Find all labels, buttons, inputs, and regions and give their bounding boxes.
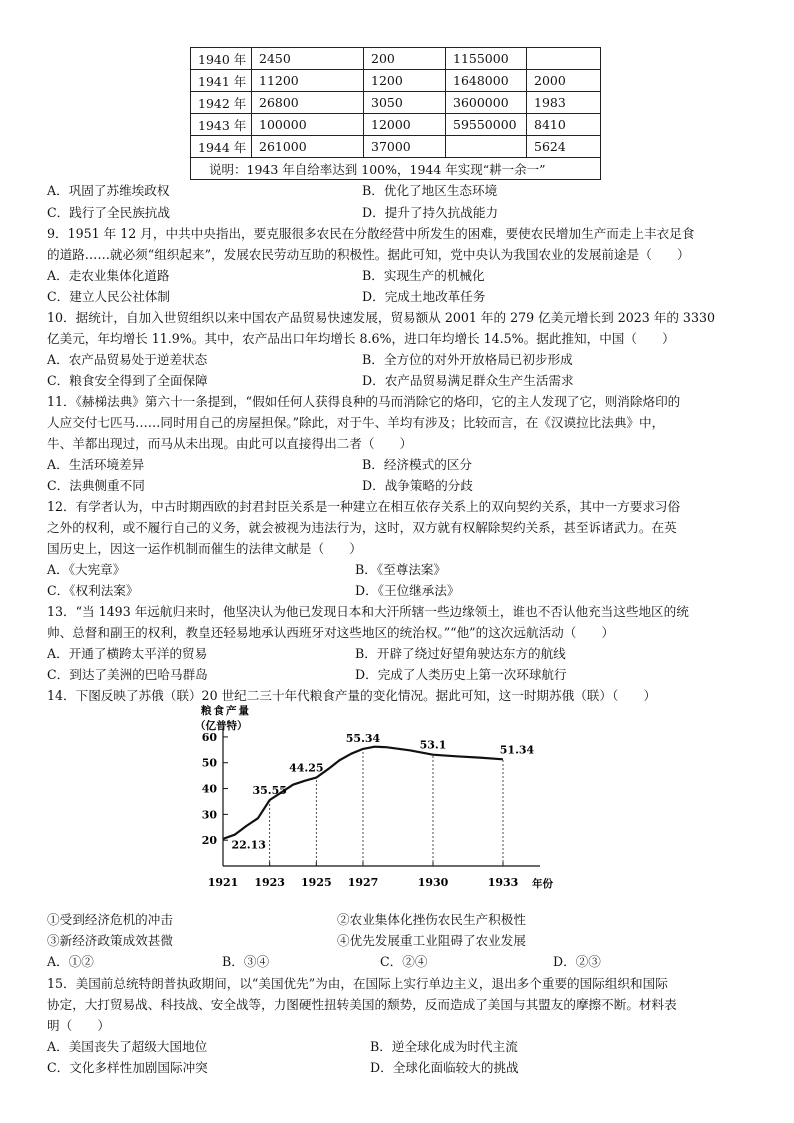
q14-item-1: ①受到经济危机的冲击 bbox=[47, 912, 173, 927]
table-note-row bbox=[191, 158, 601, 180]
q12-option-c: C．《权利法案》 bbox=[47, 583, 139, 598]
table-note: 说明：1943 年自给率达到 100%，1944 年实现“耕一余一” bbox=[191, 158, 601, 180]
x-tick-label: 1933 bbox=[487, 876, 519, 889]
q12-stem-line: 12．有学者认为，中古时期西欧的封君封臣关系是一种建立在相互依存关系上的双向契约关系，其中一方要求习俗 bbox=[47, 499, 681, 514]
q10-option-a: A．农产品贸易处于逆差状态 bbox=[47, 352, 208, 367]
q9-option-d: D．完成土地改革任务 bbox=[362, 289, 486, 304]
x-tick-label: 1921 bbox=[207, 876, 239, 889]
q13-option-c: C．到达了美洲的巴哈马群岛 bbox=[47, 667, 208, 682]
q14-option-b: B．③④ bbox=[222, 954, 270, 969]
table-row: 1940 年 2450 200 1155000 bbox=[191, 48, 601, 70]
q14-option-d: D．②③ bbox=[553, 954, 601, 969]
y-tick-label: 30 bbox=[201, 808, 217, 822]
q14-item-3: ③新经济政策成效甚微 bbox=[47, 933, 173, 948]
q9-option-a: A．走农业集体化道路 bbox=[47, 268, 170, 283]
y-tick-label: 50 bbox=[201, 756, 217, 770]
q12-option-a: A．《大宪章》 bbox=[47, 562, 126, 577]
q11-stem-line: 牛、羊都出现过，而马从未出现。由此可以直接得出二者（ ） bbox=[47, 436, 413, 451]
q15-stem-line: 15．美国前总统特朗普执政期间，以“美国优先”为由，在国际上实行单边主义，退出多个重要的国际组织和国际 bbox=[47, 976, 668, 991]
q9-option-c: C．建立人民公社体制 bbox=[47, 289, 170, 304]
table-row: 1943 年 100000 12000 59550000 8410 bbox=[191, 114, 601, 136]
q14-item-2: ②农业集体化挫伤农民生产积极性 bbox=[337, 912, 526, 927]
q14-item-4: ④优先发展重工业阻碍了农业发展 bbox=[337, 933, 526, 948]
q11-stem-line: 人应交付七匹马……同时用自己的房屋担保。”除此，对于牛、羊均有涉及；比较而言，在《汉谟拉比法典》中， bbox=[47, 415, 665, 430]
q11-option-c: C．法典侧重不同 bbox=[47, 478, 145, 493]
q13-option-d: D．完成了人类历史上第一次环球航行 bbox=[355, 667, 567, 682]
q10-option-b: B．全方位的对外开放格局已初步形成 bbox=[362, 352, 573, 367]
y-axis-label: 粮食产量 bbox=[201, 705, 251, 717]
q12-stem-line: 之外的权利，或不履行自己的义务，就会被视为违法行为，这时，双方就有权解除契约关系，甚至诉诸武力。在英 bbox=[47, 520, 677, 535]
table-row: 1942 年 26800 3050 3600000 1983 bbox=[191, 92, 601, 114]
table-row: 1941 年 11200 1200 1648000 2000 bbox=[191, 70, 601, 92]
q13-stem-line: 帅、总督和副王的权利，教皇还轻易地承认西班牙对这些地区的统治权。”“他”的这次远航活动（ ） bbox=[47, 625, 615, 640]
x-tick-label: 1923 bbox=[254, 876, 285, 889]
q12-stem-line: 国历史上，因这一运作机制而催生的法律文献是（ ） bbox=[47, 541, 362, 556]
q14-option-a: A．①② bbox=[47, 954, 94, 969]
data-label: 53.1 bbox=[419, 738, 447, 752]
q10-option-c: C．粮食安全得到了全面保障 bbox=[47, 373, 208, 388]
q11-option-a: A．生活环境差异 bbox=[47, 457, 145, 472]
table-row: 1944 年 261000 37000 5624 bbox=[191, 136, 601, 158]
y-tick-label: 40 bbox=[201, 782, 217, 796]
q12-option-b: B．《至尊法案》 bbox=[355, 562, 447, 577]
q9-stem-line: 的道路……就必须“组织起来”，发展农民劳动互助的积极性。据此可知，党中央认为我国农业的发展前途是（ ） bbox=[47, 247, 690, 262]
q8-option-b: B．优化了地区生态环境 bbox=[362, 183, 498, 198]
q13-option-a: A．开通了横跨太平洋的贸易 bbox=[47, 646, 208, 661]
data-label: 44.25 bbox=[289, 761, 324, 775]
q9-option-b: B．实现生产的机械化 bbox=[362, 268, 485, 283]
q14-option-c: C．②④ bbox=[380, 954, 428, 969]
x-axis-label: 年份 bbox=[532, 878, 553, 890]
q15-option-a: A．美国丧失了超级大国地位 bbox=[47, 1039, 208, 1054]
q11-option-b: B．经济模式的区分 bbox=[362, 457, 473, 472]
q9-stem-line: 9．1951 年 12 月，中共中央指出，要克服很多农民在分散经营中所发生的困难，要使农民增加生产而走上丰衣足食 bbox=[47, 226, 695, 241]
q10-stem-line: 亿美元，年均增长 11.9%。其中，农产品出口年均增长 8.6%，进口年均增长 14.5%。据此推知，中国（ ） bbox=[47, 331, 675, 346]
q15-stem-line: 明（ ） bbox=[47, 1018, 110, 1033]
q10-option-d: D．农产品贸易满足群众生产生活需求 bbox=[362, 373, 574, 388]
q11-stem-line: 11．《赫梯法典》第六十一条提到，“假如任何人获得良种的马而消除它的烙印，它的主人发现了它，则消除烙印的 bbox=[47, 394, 681, 409]
x-tick-label: 1930 bbox=[417, 876, 449, 889]
x-tick-label: 1925 bbox=[301, 876, 332, 889]
q12-option-d: D．《王位继承法》 bbox=[355, 583, 460, 598]
data-label: 22.13 bbox=[231, 838, 266, 852]
data-label: 35.55 bbox=[252, 784, 287, 798]
data-label: 55.34 bbox=[345, 731, 381, 745]
q14-stem: 14．下图反映了苏俄（联）20 世纪二三十年代粮食产量的变化情况。据此可知，这一时期苏俄（联）（ ） bbox=[47, 688, 657, 703]
q8-option-a: A．巩固了苏维埃政权 bbox=[47, 183, 170, 198]
q15-stem-line: 协定，大打贸易战、科技战、安全战等，力图硬性扭转美国的颓势，反而造成了美国与其盟友的摩擦不断。材料表 bbox=[47, 997, 677, 1012]
q13-stem-line: 13．“当 1493 年远航归来时，他坚决认为他已发现日本和大汗所辖一些边缘领土，谁也不否认他充当这些地区的统 bbox=[47, 604, 689, 619]
y-tick-label: 60 bbox=[201, 730, 217, 744]
q10-stem-line: 10．据统计，自加入世贸组织以来中国农产品贸易快速发展，贸易额从 2001 年的 279 亿美元增长到 2023 年的 3330 bbox=[47, 310, 715, 325]
q8-option-d: D．提升了持久抗战能力 bbox=[362, 205, 499, 220]
q11-option-d: D．战争策略的分歧 bbox=[362, 478, 473, 493]
q8-option-c: C．践行了全民族抗战 bbox=[47, 205, 170, 220]
y-axis-unit: （亿普特） bbox=[195, 720, 248, 732]
q13-option-b: B．开辟了绕过好望角驶达东方的航线 bbox=[355, 646, 566, 661]
x-tick-label: 1927 bbox=[347, 876, 379, 889]
q15-option-c: C．文化多样性加剧国际冲突 bbox=[47, 1060, 208, 1075]
data-table bbox=[190, 47, 601, 180]
y-tick-label: 20 bbox=[201, 834, 217, 848]
data-label: 51.34 bbox=[499, 743, 535, 757]
grain-output-chart bbox=[185, 700, 560, 900]
q15-option-d: D．全球化面临较大的挑战 bbox=[370, 1060, 519, 1075]
q15-option-b: B．逆全球化成为时代主流 bbox=[370, 1039, 518, 1054]
